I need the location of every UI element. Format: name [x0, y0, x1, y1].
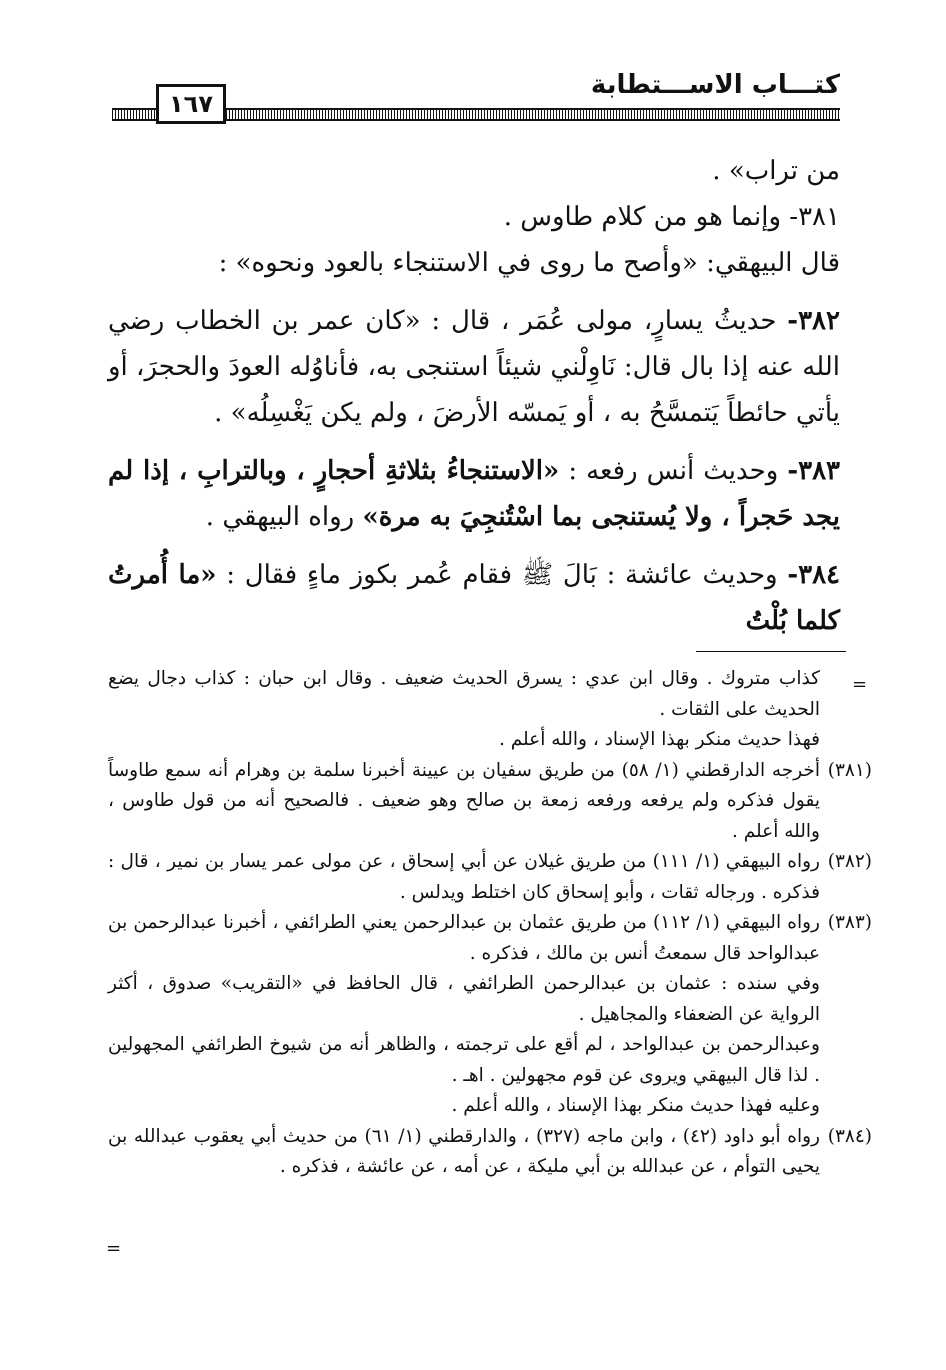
continuation-mark-start: =: [852, 674, 868, 695]
footnote-text: رواه البيهقي (١/ ١١٢) من طريق عثمان بن عبدالرحمن يعني الطرائفي ، أخبرنا عبدالرحمن بن عبدالواحد قال سمعتُ أنس بن مالك ، فذكره .: [108, 912, 820, 964]
footnote-383: [108, 908, 872, 969]
hadith-quote: «ما أُمرتُ كلما بُلْتُ: [108, 560, 840, 636]
hadith-number: ٣٨٢-: [787, 306, 840, 336]
footnote-381: [108, 756, 872, 848]
page-number: ١٦٧: [156, 84, 226, 124]
hadith-intro: وحديث أنس رفعه :: [568, 456, 779, 486]
footnotes: [108, 664, 872, 1183]
footnote-continuation: فهذا حديث منكر بهذا الإسناد ، والله أعلم .: [498, 729, 820, 750]
footnote-number: (٣٨١): [827, 759, 872, 781]
footnote-number: (٣٨٢): [827, 851, 872, 872]
running-header: [112, 64, 840, 124]
footnote-text: رواه البيهقي (١/ ١١١) من طريق غيلان عن أبي إسحاق ، عن مولى عمر يسار بن نمير ، قال : فذكره . ورجاله ثقات ، وأبو إسحاق كان اختلط ويدلس .: [108, 851, 820, 903]
footnote-number: (٣٨٣): [827, 912, 872, 933]
footnote-383-part: وفي سنده : عثمان بن عبدالرحمن الطرائفي ، قال الحافظ في «التقريب» صدوق ، أكثر الرواية عن الضعفاء والمجاهيل .: [108, 973, 820, 1025]
paragraph-383: [108, 448, 840, 540]
footnote-text: أخرجه الدارقطني (١/ ٥٨) من طريق سفيان بن عيينة أخبرنا سلمة بن وهرام أنه سمع طاوساً يقول فذكره ولم يرفعه ورفعه زمعة بن صالح وهو ضعيف . فالصحيح أنه من قول طاوس ، والله أعلم .: [108, 759, 820, 842]
hadith-text: حديثُ يسارٍ، مولى عُمَر ، قال : «كان عمر بن الخطاب رضي الله عنه إذا بال قال: نَاوِلْني شيئاً استنجى به، فأناوُله العودَ والحجرَ، أو يأتي حائطاً يَتمسَّحُ به ، أو يَمسّه الأرضَ ، ولم يكن يَغْسِلُه» .: [108, 306, 840, 428]
paragraph-384: [108, 552, 840, 644]
main-text: [108, 148, 840, 656]
footnote-382: [108, 847, 872, 908]
continuation-mark-end: =: [106, 1238, 122, 1259]
footnote-separator: [696, 651, 846, 652]
footnote-383-part: وعليه فهذا حديث منكر بهذا الإسناد ، والله أعلم .: [451, 1095, 820, 1116]
footnote-383-part: وعبدالرحمن بن عبدالواحد ، لم أقع على ترجمته ، والظاهر أنه من شيوخ الطرائفي المجهولين . لذا قال البيهقي ويروى عن قوم مجهولين . اهـ .: [108, 1034, 820, 1086]
hadith-intro: وحديث عائشة : بَالَ ﷺ فقام عُمر بكوز ماءٍ فقال :: [226, 560, 778, 590]
footnote-number: (٣٨٤): [827, 1125, 872, 1147]
paragraph-382: [108, 298, 840, 436]
footnote-text: رواه أبو داود (٤٢) ، وابن ماجه (٣٢٧) ، والدارقطني (١/ ٦١) من حديث أبي يعقوب عبدالله بن يحيى التوأم ، عن عبدالله بن أبي مليكة ، عن أمه ، عن عائشة ، فذكره .: [108, 1125, 820, 1177]
footnote-384: [108, 1122, 872, 1183]
chapter-title: كتـــاب الاســـتطابة: [590, 70, 840, 100]
paragraph-381: ٣٨١- وإنما هو من كلام طاوس .: [503, 202, 840, 232]
hadith-quote: «الاستنجاءُ بثلاثةِ أحجارٍ ، وبالترابِ ، إذا لم يجد حَجراً ، ولا يُستنجى بما اسْتُنجِيَ به مرة»: [108, 456, 840, 532]
hadith-source: رواه البيهقي .: [205, 502, 355, 532]
paragraph-continuation: من تراب» .: [712, 156, 840, 186]
paragraph-bayhaqi-quote: قال البيهقي: «وأصح ما روى في الاستنجاء بالعود ونحوه» :: [218, 248, 840, 278]
hadith-number: ٣٨٣-: [787, 456, 841, 486]
footnote-continuation: كذاب متروك . وقال ابن عدي : يسرق الحديث ضعيف . وقال ابن حبان : كذاب دجال يضع الحديث على الثقات .: [108, 668, 820, 720]
hadith-number: ٣٨٤-: [787, 560, 841, 590]
